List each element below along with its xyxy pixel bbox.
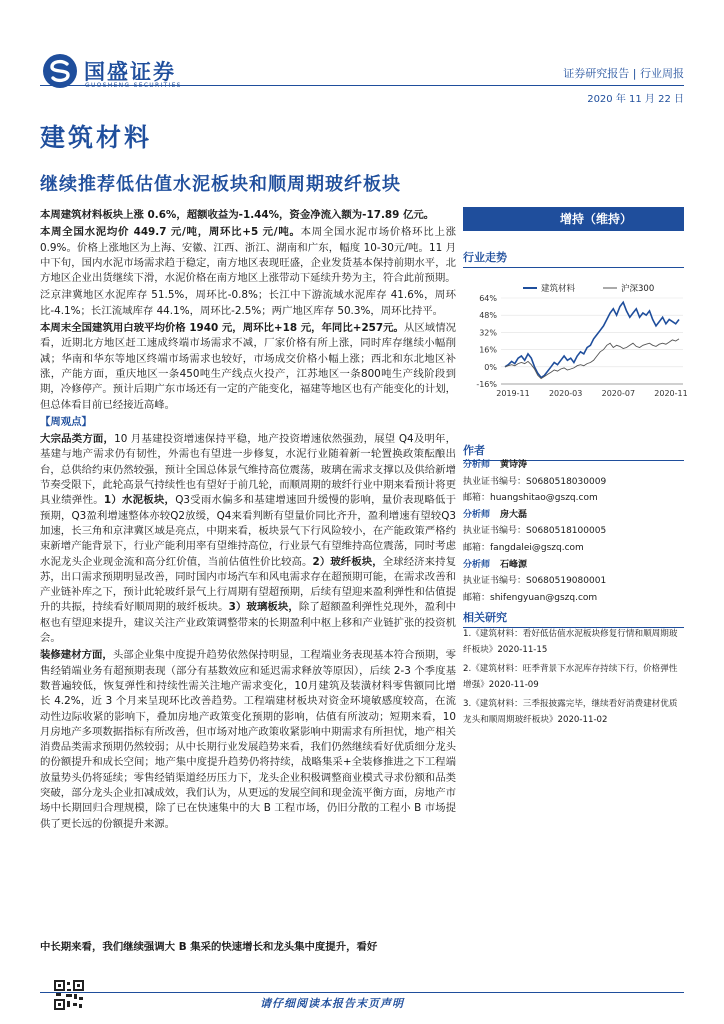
chart-legend-label: 沪深300 [621, 284, 655, 294]
chart-y-tick-label: 0% [484, 362, 497, 372]
view-bold-1b: 2）玻纤板块， [312, 555, 383, 568]
chart-y-tick-label: 16% [479, 345, 497, 355]
chart-x-tick-label: 2019-11 [496, 389, 530, 398]
report-title: 继续推荐低估值水泥板块和顺周期玻纤板块 [40, 174, 401, 195]
author-license-label: 执业证书编号： [463, 476, 527, 487]
guosheng-logo-icon [42, 53, 78, 89]
sector-title: 建筑材料 [40, 123, 153, 152]
author-email [463, 540, 684, 557]
author-name: 黄诗涛 [500, 460, 528, 470]
view-bold-2: 装修建材方面， [40, 649, 113, 662]
chart-y-tick-label: 64% [479, 294, 497, 303]
logo-text: 国盛证券 [84, 60, 176, 84]
author-email-label: 邮箱： [463, 542, 491, 553]
chart-x-ticks [496, 389, 687, 398]
header-divider [40, 85, 684, 86]
industry-trend-chart [463, 278, 688, 413]
author-name: 房大磊 [500, 509, 528, 520]
author-entry [463, 457, 684, 474]
chart-legend-label: 建筑材料 [541, 284, 576, 294]
author-email-label: 邮箱： [463, 592, 491, 603]
summary-text-3: 泛京津冀地区水泥库存 51.5%，周环比-0.8%；长江中下游流域水泥库存 41.6%，周环比-4.1%；长江流域库存 44.1%，周环比-2.5%；两广地区库存 50.3%，周环比持平。 [40, 289, 456, 317]
author-email-label: 邮箱： [463, 493, 491, 504]
author-email [463, 490, 684, 507]
chart-series [505, 302, 679, 378]
author-license [463, 474, 684, 491]
chart-y-tick-label: 32% [479, 328, 497, 338]
chart-x-tick-label: 2020-03 [548, 389, 583, 398]
qr-code-icon [54, 980, 84, 1010]
footer-divider [40, 992, 684, 993]
related-research-list [463, 626, 684, 730]
summary-text-2: 本周全国水泥市场价格环比上涨 0.9%。价格上涨地区为上海、安徽、江西、浙江、湖南和广东，幅度 10-30元/吨。11 月中下旬，国内水泥市场需求趋于稳定，南方地区表现旺盛，企业发货基本保持前期水平，北方地区企业出货继续下滑，水泥价格在南方地区上涨带动下延续升势为主，符合此前预期。 [40, 226, 457, 285]
author-role: 分析师 [463, 460, 491, 470]
chart-x-tick-label: 2020-07 [601, 389, 636, 398]
summary-paragraph-3 [40, 288, 456, 319]
related-research-item[interactable]: 1.《建筑材料：看好低估值水泥板块修复行情和顺周期玻纤板块》2020-11-15 [463, 629, 678, 656]
chart-y-ticks [476, 294, 497, 389]
view-text-1b: 全球经济来持复苏，出口需求预期明显改善，同时国内市场汽车和风电需求存在超预期可能，在需求改善和产业链补库之下，预计此轮玻纤景气上行周期有望超预期，后续有望迎来盈利弹性和估值提升的共振，持续看好顺周期的玻纤板块。 [40, 555, 457, 614]
author-license-number: S0680518100005 [526, 526, 607, 537]
view-paragraph-1 [40, 432, 456, 646]
summary-bold-1: 本周建筑材料板块上涨 0.6%，超额收益为-1.44%，资金净流入额为-17.89 亿元。 [40, 209, 435, 221]
chart-legend [523, 283, 654, 294]
author-license-number: S0680518030009 [526, 476, 607, 487]
view-text-1c: 除了超额盈利弹性兑现外，盈利中枢也有望迎来提升，建议关注产业政策调整带来的长期盈利中枢上移和产业链扩张的投资机会。 [40, 601, 457, 645]
summary-paragraph-1 [40, 208, 456, 223]
view-bold-1: 大宗品类方面， [40, 433, 115, 446]
author-role: 分析师 [463, 509, 491, 520]
summary-paragraph-2 [40, 225, 456, 286]
related-research-item[interactable]: 3.《建筑材料：三季报披露完毕，继续看好消费建材优质龙头和顺周期玻纤板块》2020-11-02 [463, 698, 678, 726]
author-entry [463, 507, 684, 524]
view-bold-1c: 3）玻璃板块， [228, 601, 299, 614]
author-role: 分析师 [463, 559, 491, 570]
view-paragraph-2 [40, 648, 456, 832]
author-name: 石峰源 [500, 559, 528, 570]
author-email-address[interactable]: fangdalei@gszq.com [490, 542, 584, 553]
author-email [463, 590, 684, 607]
summary-bold-4: 本周末全国建筑用白玻平均价格 1940 元，周环比+18 元，年同比+257元。 [40, 322, 404, 335]
report-type: 证券研究报告 | 行业周报 [563, 67, 684, 80]
view-heading: 【周观点】 [40, 415, 92, 428]
chart-y-tick-label: 48% [479, 311, 497, 321]
view-bold-1a: 1）水泥板块， [103, 494, 176, 507]
author-license [463, 573, 684, 590]
author-license-number: S0680519080001 [526, 576, 607, 587]
chart-series-line [505, 302, 679, 377]
report-date: 2020 年 11 月 22 日 [587, 94, 684, 105]
author-email-address[interactable]: huangshitao@gszq.com [490, 493, 598, 504]
closing-statement: 中长期来看，我们继续强调大 B 集采的快速增长和龙头集中度提升，看好 [40, 941, 378, 953]
view-text-1a: Q3受雨水偏多和基建增速回升缓慢的影响，量价表现略低于预期，Q3盈利增速整体亦较Q2放缓，Q4来看判断有望量价同比齐升，盈利增速有望较Q3加速，长三角和京津冀区域是亮点，中期来看，板块景气下行风险较小，在产能政策严格约束新增产能背景下，行业产能利用率有望维持高位，行业景气有望维持高位震荡，同时考虑水泥龙头企业现金流和高分红价值，当前估值性价比较高。 [40, 494, 457, 568]
author-email-address[interactable]: shifengyuan@gszq.com [490, 592, 598, 603]
related-research-heading: 相关研究 [463, 609, 684, 628]
rating-badge: 增持（维持） [463, 207, 684, 231]
view-text-1: 10 月基建投资增速保持平稳，地产投资增速依然强劲，展望 Q4及明年，基建与地产需求仍有韧性，外需也有望进一步修复，水泥行业随着新一轮置换政策酝酿出台，总供给约束仍然较强，预计全国总体景气维持高位震荡，玻璃在需求支撑以及供给新增节奏受限下，此轮高景气持续性也有望好于前几轮，而顺周期的玻纤行业中期来看预计将更具业绩弹性。 [40, 433, 457, 507]
related-research-item[interactable]: 2.《建筑材料：旺季背景下水泥库存持续下行，价格弹性增强》2020-11-09 [463, 663, 678, 691]
summary-paragraph-4 [40, 321, 456, 413]
report-body [40, 208, 456, 834]
author-heading: 作者 [463, 442, 684, 461]
trend-heading: 行业走势 [463, 249, 684, 268]
view-text-2: 头部企业集中度提升趋势依然保持明显，工程端业务表现基本符合预期，零售经销端业务有超预期表现（部分有基数效应和延迟需求释放等原因），后续 2-3 个季度基数普遍较低，恢复弹性和持续性需关注地产需求变化，10月建筑及装潢材料零售额同比增长 4.2%，近 3 个月来呈现环比改善趋势。工程端建材板块对资金环境敏感度较高，在流动性边际收紧的影响下，叠加房地产政策变化预期的影响，估值有所波动；短期来看，10月房地产多项数据指标有所改善，但市场对地产政策收紧影响中期需求有所担忧，地产相关消费品类需求预期仍然较弱；从中长期行业发展趋势来看，我们仍然继续看好优质细分龙头的份额提升和成长空间；地产集中度提升趋势仍将持续，战略集采+全装修推进之下工程端放量势头仍将延续；零售经销渠道经历压力下，龙头企业积极调整商业模式寻求份额和品类突破，部分龙头企业扣减成效，我们认为，从更远的发展空间和现金流平衡方面，房地产市场中长期回归合理规模，除了已在快速集中的大 B 工程市场，仍旧分散的工程小 B 市场提供了更长远的份额提升来源。 [40, 649, 457, 830]
chart-x-tick-label: 2020-11 [654, 389, 688, 398]
author-entry [463, 557, 684, 574]
author-list [463, 457, 684, 606]
author-license-label: 执业证书编号： [463, 576, 527, 587]
footer-disclaimer: 请仔细阅读本报告末页声明 [260, 997, 404, 1010]
chart-y-tick-label: -16% [476, 380, 497, 389]
author-license-label: 执业证书编号： [463, 526, 527, 537]
summary-text-4: 从区域情况看，近期北方地区赶工速成终端市场需求不减，厂家价格有所上涨，同时库存继续小幅削减；华南和华东等地区终端市场需求也较好，市场成交价格小幅上涨；西北和东北地区补涨，产能方面，重庆地区一条450吨生产线点火投产，江苏地区一条800吨生产线阶段到期，冷修停产。预计后期广东市场还有一定的产能变化，福建等地区也有产能变化的计划，但总体看目前已经接近高峰。 [40, 322, 457, 411]
author-license [463, 523, 684, 540]
summary-bold-2: 本周全国水泥均价 449.7 元/吨，周环比+5 元/吨。 [40, 226, 301, 239]
